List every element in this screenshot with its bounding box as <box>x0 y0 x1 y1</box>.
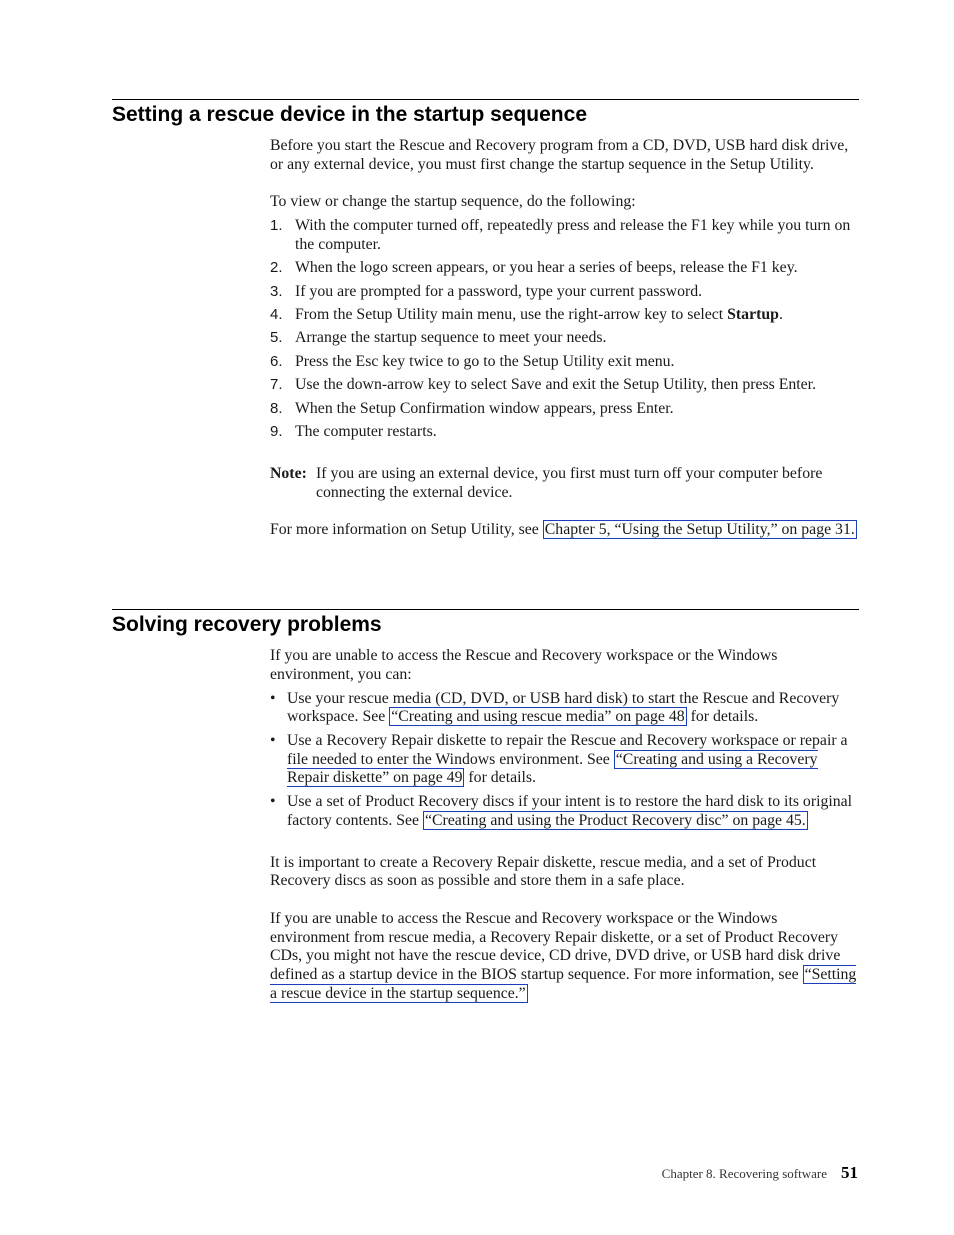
intro-paragraph: Before you start the Rescue and Recovery program from a CD, DVD, USB hard disk drive, or any external device, you must first change the startup sequence in the Setup Utility. <box>270 137 849 173</box>
section-heading-recovery-problems: Solving recovery problems <box>112 613 382 636</box>
footer-chapter: Chapter 8. Recovering software <box>661 1166 827 1181</box>
steps-lead: To view or change the startup sequence, do the following: <box>270 193 636 211</box>
recovery-diskette-link[interactable]: “Creating and using a Recovery Repair diskette” on page 49 <box>287 750 818 787</box>
list-item: • Use your rescue media (CD, DVD, or USB hard disk) to start the Rescue and Recovery workspace. See “Creating and using rescue media” on page 48 for details. <box>270 689 840 726</box>
step-item: 9. The computer restarts. <box>270 422 437 440</box>
step-item: 1. With the computer turned off, repeatedly press and release the F1 key while you turn on the computer. <box>270 216 851 253</box>
list-item: • Use a Recovery Repair diskette to repair the Rescue and Recovery workspace or repair a file needed to enter the Windows environment. See “Creating and using a Recovery Repair diskette” on page 49 for details. <box>270 731 848 787</box>
bios-paragraph: If you are unable to access the Rescue and Recovery workspace or the Windows environment from rescue media, a Recovery Repair diskette, or a set of Product Recovery CDs, you might not have the rescue device, CD drive, DVD drive, or USB hard disk drive defined as a startup device in the BIOS startup sequence. For more information, see “Setting a rescue device in the startup sequence.” <box>270 909 857 1002</box>
setup-utility-link[interactable]: Chapter 5, “Using the Setup Utility,” on page 31. <box>544 521 855 539</box>
rescue-media-link[interactable]: “Creating and using rescue media” on page 48 <box>391 708 685 726</box>
options-list <box>270 690 860 831</box>
rescue-device-link[interactable]: “Setting a rescue device in the startup sequence.” <box>270 966 857 1002</box>
section-body-recovery-problems <box>270 647 860 1004</box>
step-item: 2. When the logo screen appears, or you hear a series of beeps, release the F1 key. <box>270 259 798 277</box>
intro-paragraph: If you are unable to access the Rescue and Recovery workspace or the Windows environment, you can: <box>270 647 778 683</box>
step-item: 8. When the Setup Confirmation window appears, press Enter. <box>270 399 674 417</box>
step-item: 6. Press the Esc key twice to go to the Setup Utility exit menu. <box>270 352 675 370</box>
step-item: 3. If you are prompted for a password, type your current password. <box>270 282 703 300</box>
startup-menu-name: Startup <box>727 305 779 323</box>
steps-list <box>270 217 860 442</box>
step-item: 5. Arrange the startup sequence to meet your needs. <box>270 329 607 347</box>
note-label: Note: <box>270 464 307 482</box>
page-footer <box>662 1163 858 1183</box>
section-rule <box>112 99 859 100</box>
section-body-rescue-device <box>270 137 860 540</box>
step-item: 4. From the Setup Utility main menu, use the right-arrow key to select Startup. <box>270 305 783 323</box>
note-text: If you are using an external device, you first must turn off your computer before connecting the external device. <box>316 464 823 501</box>
more-info-paragraph: For more information on Setup Utility, see Chapter 5, “Using the Setup Utility,” on page 31. <box>270 521 855 539</box>
product-recovery-link[interactable]: “Creating and using the Product Recovery disc” on page 45. <box>424 811 806 829</box>
list-item: • Use a set of Product Recovery discs if your intent is to restore the hard disk to its original factory contents. See “Creating and using the Product Recovery disc” on page 45. <box>270 792 853 829</box>
importance-paragraph: It is important to create a Recovery Repair diskette, rescue media, and a set of Product Recovery discs as soon as possible and store them in a safe place. <box>270 853 817 890</box>
note-block <box>270 465 860 503</box>
page-number: 51 <box>841 1163 858 1182</box>
step-item: 7. Use the down-arrow key to select Save and exit the Setup Utility, then press Enter. <box>270 376 817 394</box>
section-heading-rescue-device: Setting a rescue device in the startup sequence <box>112 103 587 126</box>
section-rule <box>112 609 859 610</box>
